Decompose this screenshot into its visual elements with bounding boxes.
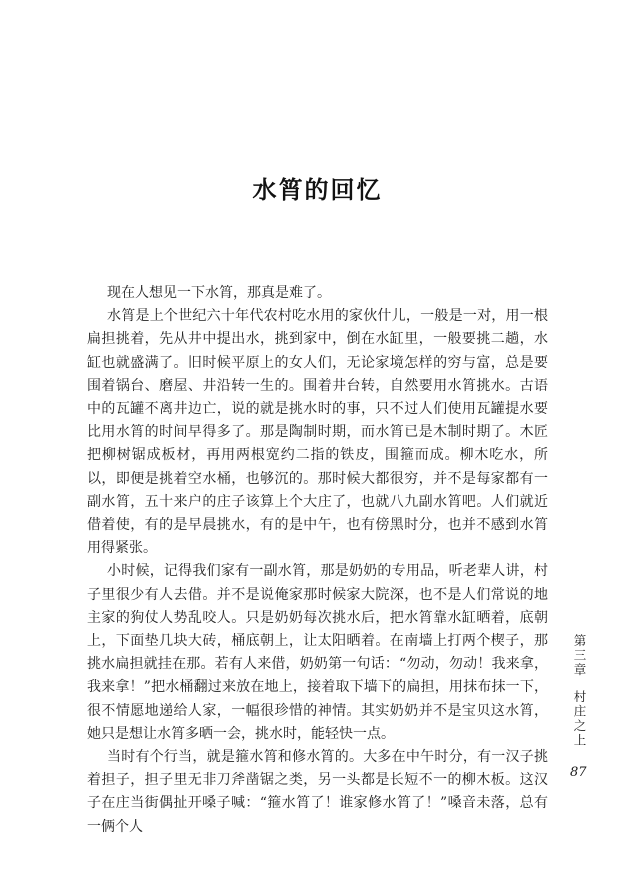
- chapter-title-label: 村庄之上: [572, 689, 587, 748]
- article-body: [87, 282, 548, 839]
- paragraph: 水筲是上个世纪六十年代农村吃水用的家伙什儿，一般是一对，用一根扁担挑着，先从井中提出水，挑到家中，倒在水缸里，一般要挑二趟，水缸也就盛满了。旧时候平原上的女人们，无论家境怎样的穷与富，总是要围着锅台、磨屋、井沿转一生的。围着井台转，自然要用水筲挑水。古语中的瓦罐不离井边亡，说的就是挑水时的事，只不过人们使用瓦罐提水要比用水筲的时间早得多了。那是陶制时期，而水筲已是木制时期了。木匠把柳树锯成板材，再用两根宽约二指的铁皮，围箍而成。柳木吃水，所以，即便是挑着空水桶，也够沉的。那时候大都很穷，并不是每家都有一副水筲，五十来户的庄子该算上个大庄了，也就八九副水筲吧。人们就近借着使，有的是早晨挑水，有的是中午，也有傍黑时分，也并不感到水筲用得紧张。: [87, 308, 548, 557]
- paragraph: 小时候，记得我们家有一副水筲，那是奶奶的专用品，听老辈人讲，村子里很少有人去借。并不是说俺家那时候家大院深，也不是人们常说的地主家的狗仗人势乱咬人。只是奶奶每次挑水后，把水筲靠水缸晒着，底朝上，下面垫几块大砖，桶底朝上，让太阳晒着。在南墙上打两个楔子，那挑水扁担就挂在那。若有人来借，奶奶第一句话：“勿动，勿动！我来拿，我来拿！”把水桶翻过来放在地上，接着取下墙下的扁担，用抹布抹一下，很不情愿地递给人家，一幅很珍惜的神情。其实奶奶并不是宝贝这水筲，她只是想让水筲多晒一会，挑水时，能轻快一点。: [87, 563, 548, 742]
- page-number: 87: [570, 765, 587, 780]
- chapter-number-label: 第三章: [572, 634, 587, 678]
- chapter-marker: [570, 634, 588, 748]
- paragraph: 现在人想见一下水筲，那真是难了。: [107, 285, 331, 301]
- article-title: 水筲的回忆: [252, 175, 383, 204]
- margin-column: [570, 634, 588, 748]
- paragraph: 当时有个行当，就是箍水筲和修水筲的。大多在中午时分，有一汉子挑着担子，担子里无非刀斧凿锯之类，另一头都是长短不一的柳木板。这汉子在庄当街偶扯开嗓子喊：“箍水筲了！谁家修水筲了！”嗓音未落，总有一俩个人: [87, 749, 548, 835]
